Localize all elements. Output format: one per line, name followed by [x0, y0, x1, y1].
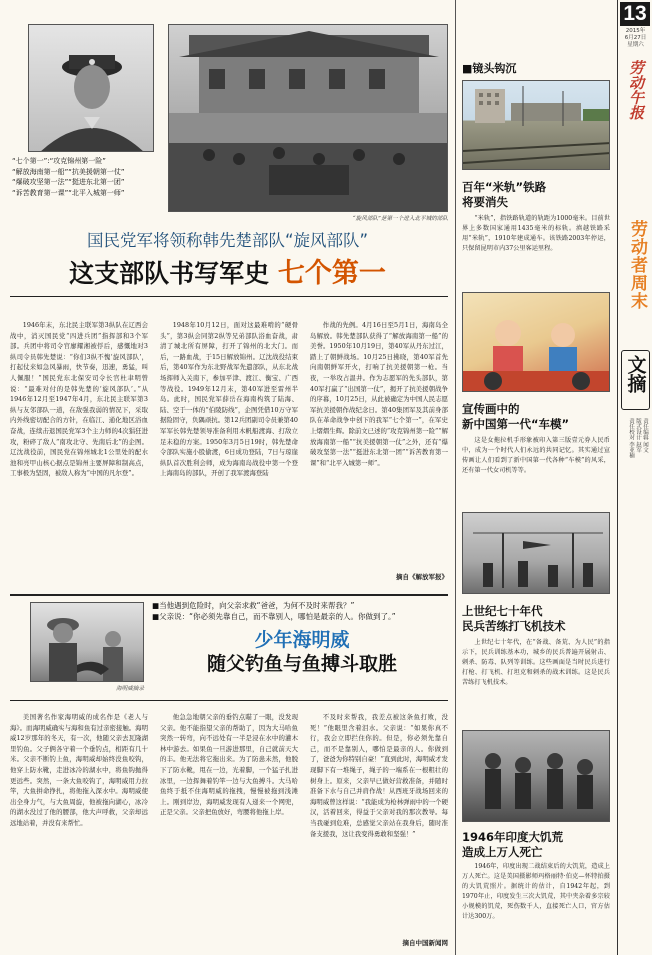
- section-divider: [10, 594, 448, 596]
- seven-firsts-list: “七个第一”:“攻克锦州第一险” “解放海南第一船”“抗美援朝第一仗” “爆破攻坚第一法”“挺进东北第一团” “诉苦教育第一课”“北平入城第一师”: [12, 157, 125, 197]
- militia-illustration: [463, 513, 610, 594]
- story-3-text: 上世纪七十年代，在“备战、备荒、为人民”的指示下，民兵训练基本功，城乡的民兵普遍开展射击、刺杀、防毒、队列等训练。这些画面是当时民兵进行打枪、打飞机、打坦克和刺杀的战术训练。这是民兵苦练打飞机技术。: [462, 639, 610, 686]
- hemingway-col-1: 美国著名作家海明威的成名作是《老人与海》。而海明威确实与海和鱼有过亲密接触。海明威12岁那年的冬天，有一次，他随父亲去瓦隆湖里钓鱼。父子俩各守着一个垂钓点，相距有几十米。父亲不断钓上鱼，海明威却始终没鱼咬钩，他穿上防水靴，走进冰冷的湖水中，将鱼钩抛得更远些。突然，一条大鱼咬钩了，海明威用力拉竿，大鱼拼命挣扎，将他拖入深水中。海明威使出全身力气，与大鱼周旋，他被拖向湖心，冰冷的湖水没过了他的腰部，他大声呼救，父亲却远远地站着，并没有来帮忙。: [10, 713, 148, 827]
- army-credit: 摘自《解放军报》: [396, 573, 448, 581]
- masthead-strip: [617, 0, 652, 955]
- headline-rule: [10, 296, 448, 297]
- famine-photo: [462, 730, 610, 822]
- militia-photo: [462, 512, 610, 594]
- column-badge: 文摘: [621, 350, 650, 410]
- hemingway-credit: 摘自中国新闻网: [402, 939, 448, 947]
- story-1-text: “米轨”，指铁路轨道的轨距为1000毫米。目前世界上多数国家通用1435毫米的标轨。滇越铁路采用“米轨”，1910年建成通车。该铁路2003年停运，只保留昆明市内37公里客运里程。: [462, 215, 610, 252]
- parade-photo: [168, 24, 448, 212]
- hemingway-illustration: [31, 603, 144, 682]
- portrait-illustration: [29, 25, 154, 152]
- paper-logo: 劳动午报: [627, 60, 645, 120]
- general-portrait: [28, 24, 154, 152]
- poster-photo: [462, 292, 610, 392]
- sidebar-section-title: ■镜头钩沉: [462, 62, 517, 75]
- square-bullet-icon: ■: [152, 612, 160, 621]
- hemingway-photo-caption: 海明威摘录: [116, 686, 144, 692]
- section-title: 劳动者周末: [627, 220, 647, 310]
- headline-accent: 七个第一: [277, 258, 386, 289]
- parade-illustration: [169, 25, 448, 212]
- story-2-text: 这是女拖拉机手形象被印入第三版壹元券人民币中，成为一个时代人们永远的共同记忆。其实通过宣传画让人们看到了新中国第一代各种“车模”的风采，还有第一代女司机等等。: [462, 437, 610, 474]
- hemingway-col-2: 他急急地朝父亲的垂钓点瞄了一眼，没发现父亲。他不能指望父亲的帮助了，因为大马哈鱼突然一转弯，向不远处有一半是浸在水中的灌木林中游去。如果鱼一旦游进那里，自己就前天大的丰。他无法将它拖出来。为了防患未然，他脱下了防水靴，甩在一边，光着脚，一个猛子扎进冰里，一边挥舞着钓竿一边与大鱼搏斗。大马哈鱼终于抵不住海明威的拖拽，慢慢被拖到浅滩上。刚到岸边，海明威发现有人递来一个网兜，正是父亲。父亲把鱼放好，弯腰将他拖上岸。: [160, 713, 298, 817]
- tractor-poster-illustration: [463, 293, 610, 392]
- story-3-headline: 上世纪七十年代 民兵苦练打飞机技术: [462, 604, 566, 633]
- issue-date: 2015年 6月27日 星期六: [624, 28, 647, 48]
- story-4-text: 1946年，印度出现二战结束后的大饥荒，造成上万人死亡。这是美国摄影师玛格丽特·伯克—怀特拍摄的大饥荒照片。据统计的估计，自1942年起，到1970年止，印度发生三次大饥荒，其中夹杂着多宗较小规模的饥荒，死伤数千人，直接死亡人口，官方估计达300万。: [462, 863, 610, 920]
- army-article-col-1: 1946年末，东北民主联军第3纵队在辽西会战中，消灭国民党“四进兵团”指挥部和3个军部。兵团中将司令官廖耀湘被俘后，感慨地对3纵司令员韩先楚说：“你们3纵不愧‘旋风部队’，打起仗来如急风暴雨，快节奏，迅速，勇猛，叫人佩服！”国民党东北保安司令长官杜聿明曾说：“最难对付的是韩先楚的‘旋风部队’。”从1946年12月至1947年4月，东北民主联军第3纵与友邻部队一道，在敌强我弱的情况下，采取内外线密切配合的方针，在临江、通化地区浴血奋战，连续击退国民党军3个主力师的4次猖狂进攻，粉碎了敌人“南攻北守、先南后北”的企图。辽沈战役前，国民党在锦州城北1公里处的配水池和亮甲山核心据点是锦州主要屏障和制高点，工事极为坚固，被敌人称为“中国的凡尔登”。: [10, 321, 148, 478]
- parade-caption: “旋风部队”是第一个进入北平城的部队: [352, 216, 448, 222]
- hemingway-quotes: ■当他遇到危险时，向父亲求救“爸爸，为何不及时来帮我？” ■父亲说：“你必须先靠自己，而不靠别人，哪怕是最亲的人。你做到了。”: [152, 601, 396, 621]
- headline-main: 这支部队书写军史 七个第一: [69, 258, 386, 289]
- page-number: 13: [620, 2, 650, 26]
- railway-photo: [462, 80, 610, 170]
- hemingway-col-3: 不及时来帮我，我差点被这条鱼打败，没死！”他眼里含着泪水。父亲说：“如果你真不行，我会立即拦住你的。但是，你必须先靠自己，而不是靠别人，哪怕是最亲的人。你做到了，爸爸为你特别自豪！”直到此时，海明威才发现脚下有一堆绳子，绳子的一端系在一根粗壮的树身上。原来，父亲早已做好营救准备，并随时准备下水与自己并肩作战！从西班牙战场回来的海明威曾这样说：“我能成为枪林弹雨中的一个硬汉，活着回来，得益于父亲对我的那次教导。每当我碰到危难，总感觉父亲站在我身后，随时准备支援我，这让我变得勇敢和坚强！”: [310, 713, 448, 838]
- sidebar: [455, 0, 615, 955]
- hemingway-photo: [30, 602, 144, 682]
- editor-credits: 责任编辑 闻文 版式设计 赵军 责任校对 李亚楠: [628, 418, 648, 459]
- army-article-col-3: 作战的先例。4月16日至5月1日，海南岛全岛解放。韩先楚部队获得了“解放海南第一船”的美誉。1950年10月19日，第40军从丹东过江，踏上了朝鲜战场。10月25日拂晓，第40军首先向南朝鲜军开火，打响了抗美援朝第一枪。当夜，一举攻占温井。作为志愿军的先头部队，第40军打赢了“出国第一仗”，揭开了抗美援朝战争的序幕，10月25日，从此被确定为中国人民志愿军抗美援朝作战纪念日。第40集团军及其前身部队在革命战争中创下的我军“七个第一”，在军史上熠熠生辉。除前文已述的“攻克锦州第一险”“解放海南第一船”“抗美援朝第一仗”之外，还有“爆破攻坚第一法”“挺进东北第一团”“诉苦教育第一课”和“北平入城第一师”。: [310, 321, 448, 467]
- famine-illustration: [463, 731, 610, 822]
- hemingway-headline: 少年海明威 随父钓鱼与鱼搏斗取胜: [206, 629, 397, 675]
- railway-illustration: [463, 81, 610, 170]
- story-4-headline: 1946年印度大饥荒 造成上万人死亡: [462, 830, 564, 859]
- square-bullet-icon: ■: [462, 62, 473, 75]
- hemingway-rule: [10, 700, 448, 701]
- square-bullet-icon: ■: [152, 601, 160, 610]
- army-article-col-2: 1948年10月12日，面对这最难啃的“硬骨头”，第3纵会同第2纵等兄弟部队浴血奋战，肃清了城北所有屏障，打开了锦州的北大门。而后，一路血战，于15日解放锦州。辽沈战役结束后，第40军作为东北野战军先遣部队，从东北战场挥师入关南下，参加平津、渡江、衡宝、广西等战役。1949年12月末，第40军进至雷州半岛。此时，国民党军薛岳在海南构筑了陆海、陆、空于一体的“伯陵防线”，企图凭借10万守军据险固守，负隅顽抗。第12兵团副司令员兼第40军军长韩先楚领导准备利用木帆船渡海、打敌立足未稳的方案。1950年3月5日19时，韩先楚命令部队实施小股偷渡，6日成功登陆，7日与琼崖纵队首次胜利会师，成为海南岛战役中第一个登上海南岛的部队，开创了我军渡海登陆: [160, 321, 298, 478]
- headline-top: 国民党军将领称韩先楚部队“旋风部队”: [86, 231, 369, 250]
- story-2-headline: 宣传画中的 新中国第一代“车模”: [462, 402, 570, 431]
- story-1-headline: 百年“米轨”铁路 将要消失: [462, 180, 547, 209]
